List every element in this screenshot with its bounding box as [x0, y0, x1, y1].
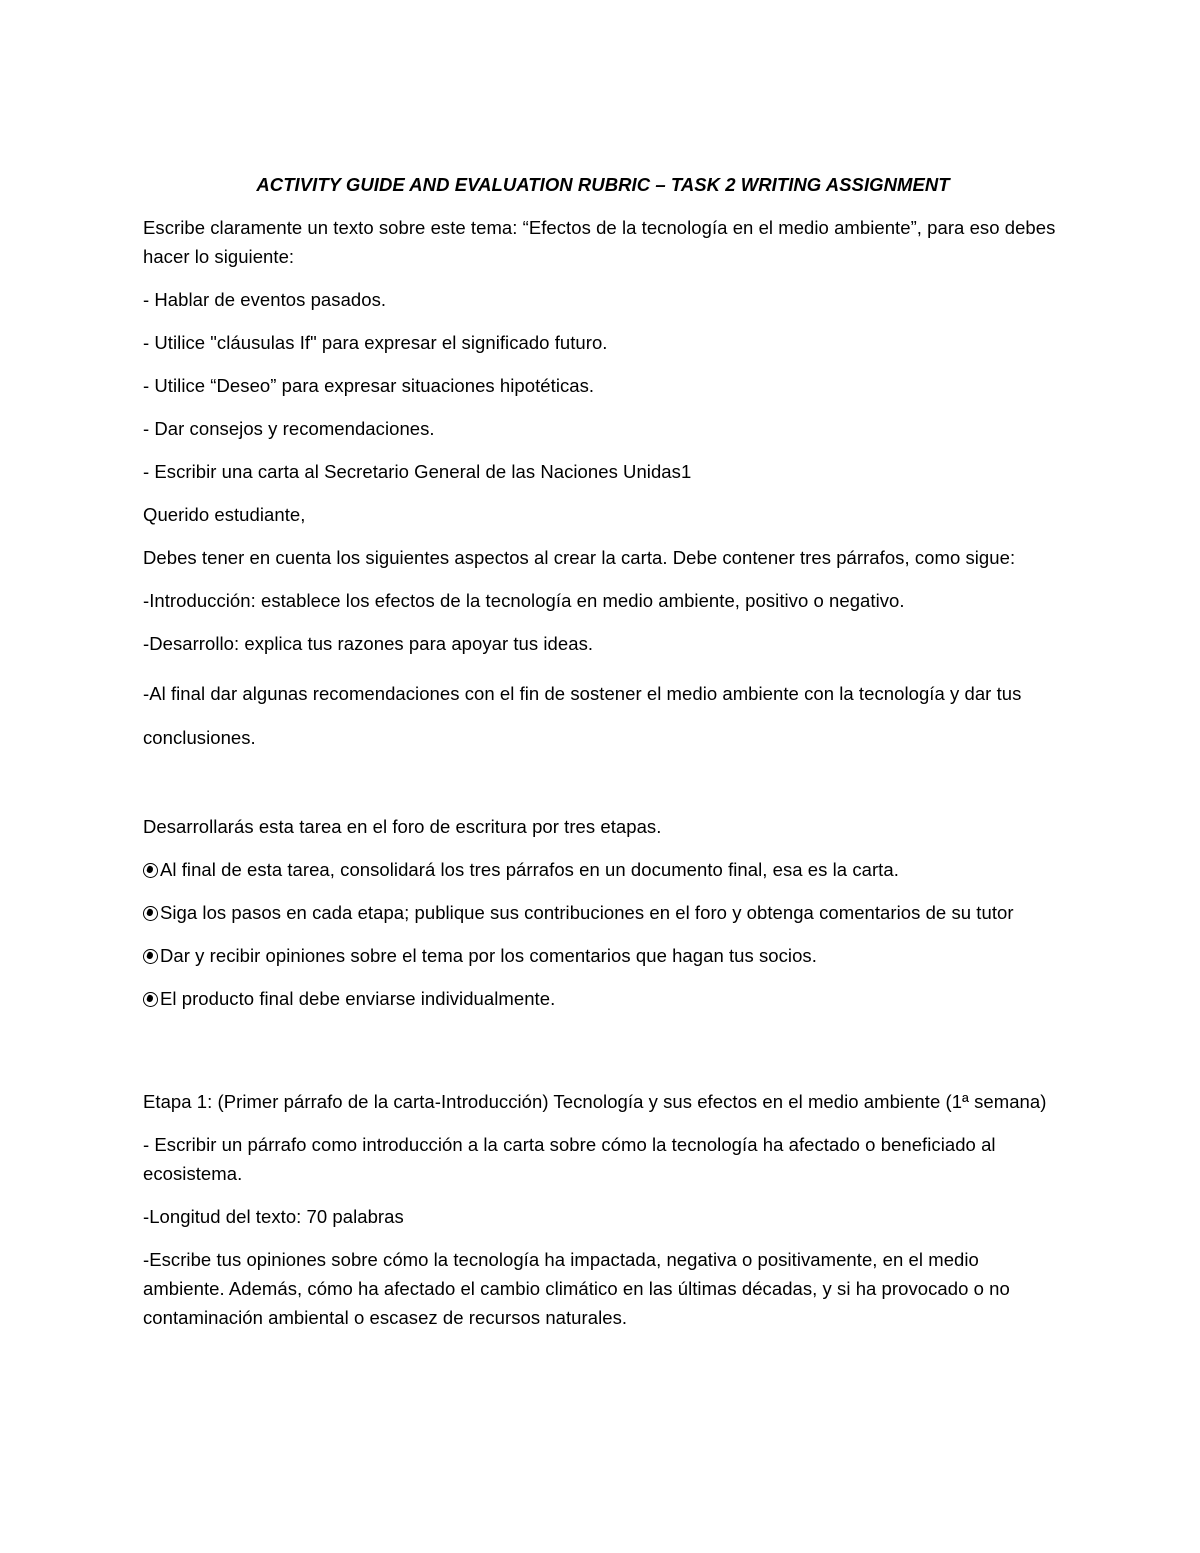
stage1-length: -Longitud del texto: 70 palabras — [143, 1206, 404, 1227]
letter-instructions: Debes tener en cuenta los siguientes aspectos al crear la carta. Debe contener tres párrafos, como sigue: — [143, 547, 1016, 568]
requirement-item: - Dar consejos y recomendaciones. — [143, 418, 435, 439]
document-title: ACTIVITY GUIDE AND EVALUATION RUBRIC – TASK 2 WRITING ASSIGNMENT — [256, 174, 950, 195]
stage1-task: - Escribir un párrafo como introducción a la carta sobre cómo la tecnología ha afectado o beneficiado al ecosistema. — [143, 1134, 996, 1184]
document-body — [143, 171, 1063, 1346]
greeting: Querido estudiante, — [143, 504, 306, 525]
stage-bullet — [143, 855, 1063, 884]
stage-bullet — [143, 941, 1063, 970]
stage1-opinion: -Escribe tus opiniones sobre cómo la tecnología ha impactada, negativa o positivamente, en el medio ambiente. Además, cómo ha afectado el cambio climático en las últimas décadas, y si ha provocado o no contaminación ambiental o escasez de recursos naturales. — [143, 1249, 1010, 1328]
stage1-heading: Etapa 1: (Primer párrafo de la carta-Introducción) Tecnología y sus efectos en el medio ambiente (1ª semana) — [143, 1091, 1047, 1112]
globe-bullet-icon — [143, 949, 158, 964]
stage-bullet-text: Dar y recibir opiniones sobre el tema por los comentarios que hagan tus socios. — [160, 945, 817, 966]
globe-bullet-icon — [143, 992, 158, 1007]
requirement-item: - Utilice "cláusulas If" para expresar el significado futuro. — [143, 332, 608, 353]
stage-bullet-text: Al final de esta tarea, consolidará los tres párrafos en un documento final, esa es la carta. — [160, 859, 899, 880]
stage-bullet — [143, 984, 1063, 1013]
intro-paragraph: Escribe claramente un texto sobre este tema: “Efectos de la tecnología en el medio ambiente”, para eso debes hacer lo siguiente: — [143, 217, 1056, 267]
globe-bullet-icon — [143, 863, 158, 878]
stage-bullet — [143, 898, 1063, 927]
structure-desarrollo: -Desarrollo: explica tus razones para apoyar tus ideas. — [143, 633, 594, 654]
stages-intro: Desarrollarás esta tarea en el foro de escritura por tres etapas. — [143, 816, 662, 837]
requirement-item: - Hablar de eventos pasados. — [143, 289, 387, 310]
stage-bullet-text: El producto final debe enviarse individualmente. — [160, 988, 556, 1009]
globe-bullet-icon — [143, 906, 158, 921]
stage-bullet-text: Siga los pasos en cada etapa; publique sus contribuciones en el foro y obtenga comentarios de su tutor — [160, 902, 1014, 923]
structure-final: -Al final dar algunas recomendaciones con el fin de sostener el medio ambiente con la tecnología y dar tus conclusiones. — [143, 683, 1022, 748]
spacer — [143, 760, 1063, 812]
requirement-item: - Utilice “Deseo” para expresar situaciones hipotéticas. — [143, 375, 595, 396]
structure-introduccion: -Introducción: establece los efectos de la tecnología en medio ambiente, positivo o negativo. — [143, 590, 905, 611]
requirement-item: - Escribir una carta al Secretario General de las Naciones Unidas1 — [143, 461, 692, 482]
spacer — [143, 1027, 1063, 1087]
